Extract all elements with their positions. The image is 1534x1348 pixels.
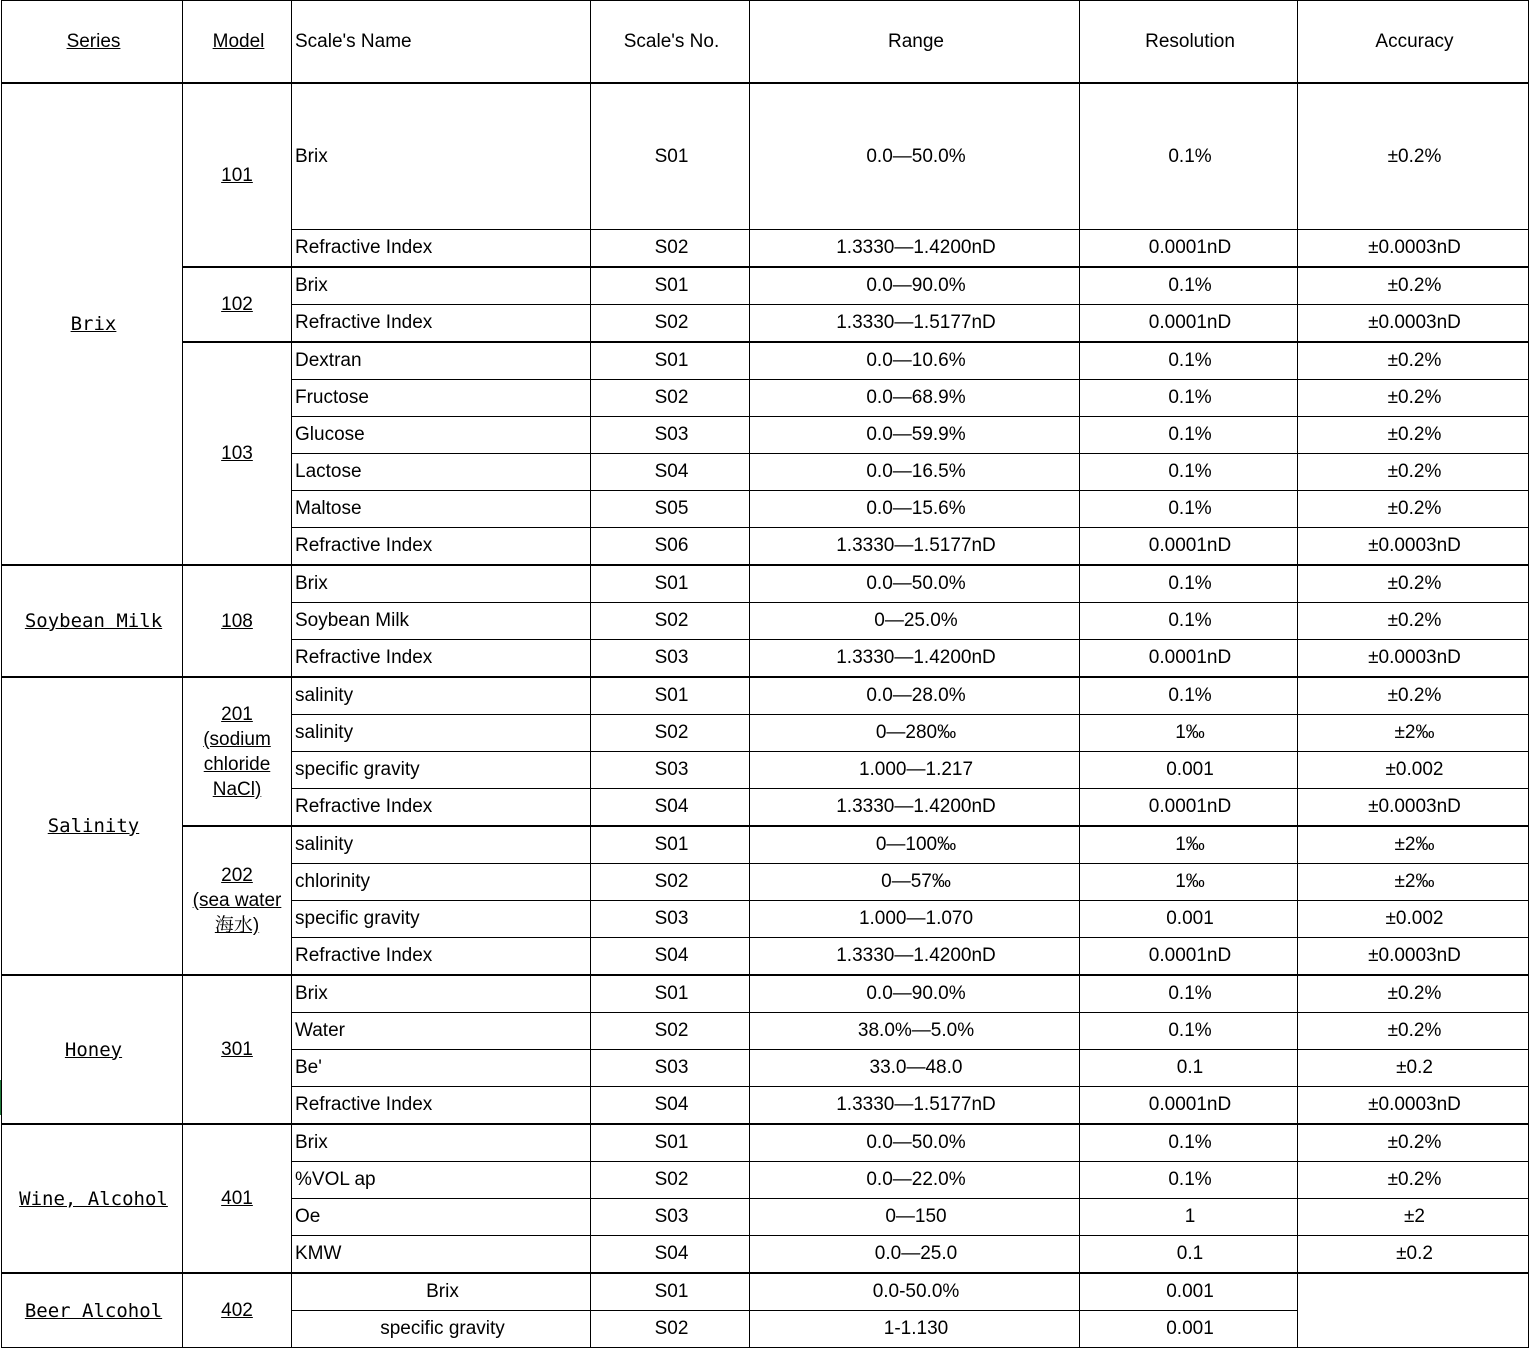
scale-no[interactable]: S01 xyxy=(591,975,750,1013)
model-102[interactable]: 102 xyxy=(183,267,292,342)
range[interactable]: 0.0—50.0% xyxy=(750,1124,1080,1162)
resolution[interactable]: 0.1% xyxy=(1080,491,1298,528)
model-101[interactable]: 101 xyxy=(183,83,292,267)
range[interactable]: 1-1.130 xyxy=(750,1311,1080,1348)
scale-no[interactable]: S02 xyxy=(591,1013,750,1050)
range[interactable]: 0.0—16.5% xyxy=(750,454,1080,491)
resolution[interactable]: 0.0001nD xyxy=(1080,528,1298,566)
resolution[interactable]: 1‰ xyxy=(1080,715,1298,752)
range[interactable]: 1.3330—1.4200nD xyxy=(750,938,1080,976)
scale-no[interactable]: S02 xyxy=(591,715,750,752)
scale-name[interactable]: Soybean Milk xyxy=(292,603,591,640)
scale-no[interactable]: S06 xyxy=(591,528,750,566)
resolution[interactable]: 0.1% xyxy=(1080,454,1298,491)
resolution[interactable]: 0.1% xyxy=(1080,565,1298,603)
range[interactable]: 1.3330—1.4200nD xyxy=(750,230,1080,268)
resolution[interactable]: 0.1% xyxy=(1080,417,1298,454)
scale-no[interactable]: S03 xyxy=(591,1050,750,1087)
model-401[interactable]: 401 xyxy=(183,1124,292,1273)
accuracy[interactable]: ±0.2% xyxy=(1298,491,1529,528)
accuracy[interactable]: ±0.2% xyxy=(1298,1013,1529,1050)
accuracy[interactable]: ±0.2% xyxy=(1298,1124,1529,1162)
accuracy[interactable] xyxy=(1298,1273,1529,1348)
accuracy[interactable]: ±0.2% xyxy=(1298,380,1529,417)
accuracy[interactable]: ±0.0003nD xyxy=(1298,789,1529,827)
range[interactable]: 0—150 xyxy=(750,1199,1080,1236)
resolution[interactable]: 0.0001nD xyxy=(1080,305,1298,343)
accuracy[interactable]: ±0.2% xyxy=(1298,975,1529,1013)
resolution[interactable]: 0.1% xyxy=(1080,1162,1298,1199)
table-row xyxy=(2,83,1529,230)
series-soybean-milk[interactable]: Soybean Milk xyxy=(2,565,183,677)
scale-no[interactable]: S02 xyxy=(591,380,750,417)
accuracy[interactable]: ±0.002 xyxy=(1298,901,1529,938)
resolution[interactable]: 0.1% xyxy=(1080,1124,1298,1162)
scale-name[interactable]: Be' xyxy=(292,1050,591,1087)
range[interactable]: 0—57‰ xyxy=(750,864,1080,901)
resolution[interactable]: 0.1% xyxy=(1080,342,1298,380)
scale-no[interactable]: S02 xyxy=(591,603,750,640)
scale-name[interactable]: specific gravity xyxy=(292,752,591,789)
range[interactable]: 0.0—25.0 xyxy=(750,1236,1080,1274)
range[interactable]: 0.0-50.0% xyxy=(750,1273,1080,1311)
scale-name[interactable]: salinity xyxy=(292,677,591,715)
header-range[interactable]: Range xyxy=(750,1,1080,84)
scale-no[interactable]: S01 xyxy=(591,677,750,715)
range[interactable]: 0.0—28.0% xyxy=(750,677,1080,715)
series-wine-alcohol[interactable]: Wine, Alcohol xyxy=(2,1124,183,1273)
table-row xyxy=(2,342,1529,380)
accuracy[interactable]: ±2 xyxy=(1298,1199,1529,1236)
range[interactable]: 1.000—1.217 xyxy=(750,752,1080,789)
scale-name[interactable]: Refractive Index xyxy=(292,789,591,827)
scale-no[interactable]: S01 xyxy=(591,83,750,230)
range[interactable]: 0—25.0% xyxy=(750,603,1080,640)
header-scale-name[interactable]: Scale's Name xyxy=(292,1,591,84)
scale-name[interactable]: Refractive Index xyxy=(292,305,591,343)
model-108[interactable]: 108 xyxy=(183,565,292,677)
series-brix[interactable]: Brix xyxy=(2,83,183,565)
accuracy[interactable]: ±0.2% xyxy=(1298,565,1529,603)
accuracy[interactable]: ±0.2% xyxy=(1298,342,1529,380)
scale-name[interactable]: Refractive Index xyxy=(292,528,591,566)
resolution[interactable]: 0.1 xyxy=(1080,1050,1298,1087)
resolution[interactable]: 0.001 xyxy=(1080,1273,1298,1311)
series-honey[interactable]: Honey xyxy=(2,975,183,1124)
scale-name[interactable]: Brix xyxy=(292,565,591,603)
table-row xyxy=(2,975,1529,1013)
scale-no[interactable]: S04 xyxy=(591,938,750,976)
accuracy[interactable]: ±0.0003nD xyxy=(1298,230,1529,268)
scale-name[interactable]: Refractive Index xyxy=(292,230,591,268)
range[interactable]: 1.3330—1.5177nD xyxy=(750,1087,1080,1125)
model-201-line: NaCl) xyxy=(212,778,262,800)
accuracy[interactable]: ±0.0003nD xyxy=(1298,938,1529,976)
model-201[interactable] xyxy=(183,677,292,826)
resolution[interactable]: 0.1% xyxy=(1080,677,1298,715)
accuracy[interactable]: ±0.2% xyxy=(1298,454,1529,491)
model-201-line: (sodium xyxy=(203,728,271,750)
header-row xyxy=(2,1,1529,84)
scale-no[interactable]: S02 xyxy=(591,230,750,268)
scale-no[interactable]: S03 xyxy=(591,640,750,678)
scale-name[interactable]: Brix xyxy=(292,975,591,1013)
table-row xyxy=(2,677,1529,715)
scale-name[interactable]: specific gravity xyxy=(292,901,591,938)
series-beer-alcohol[interactable]: Beer Alcohol xyxy=(2,1273,183,1348)
model-202-line: (sea water xyxy=(192,890,282,911)
scale-no[interactable]: S01 xyxy=(591,267,750,305)
resolution[interactable]: 0.001 xyxy=(1080,1311,1298,1348)
range[interactable]: 0.0—22.0% xyxy=(750,1162,1080,1199)
table-row xyxy=(2,267,1529,305)
table-row xyxy=(2,826,1529,864)
table-row xyxy=(2,1273,1529,1311)
scale-no[interactable]: S01 xyxy=(591,565,750,603)
scale-name[interactable]: Brix xyxy=(292,1273,591,1311)
scale-name[interactable]: Refractive Index xyxy=(292,640,591,678)
header-resolution[interactable]: Resolution xyxy=(1080,1,1298,84)
range[interactable]: 0.0—59.9% xyxy=(750,417,1080,454)
scale-no[interactable]: S04 xyxy=(591,1087,750,1125)
range[interactable]: 0.0—50.0% xyxy=(750,565,1080,603)
model-202-line: 202 xyxy=(221,865,253,886)
resolution[interactable]: 0.001 xyxy=(1080,752,1298,789)
scale-no[interactable]: S01 xyxy=(591,342,750,380)
resolution[interactable]: 0.1% xyxy=(1080,975,1298,1013)
accuracy[interactable]: ±0.2% xyxy=(1298,677,1529,715)
series-salinity[interactable]: Salinity xyxy=(2,677,183,975)
scale-no[interactable]: S03 xyxy=(591,901,750,938)
scale-name[interactable]: %VOL ap xyxy=(292,1162,591,1199)
scale-no[interactable]: S02 xyxy=(591,864,750,901)
resolution[interactable]: 0.1% xyxy=(1080,267,1298,305)
scale-name[interactable]: Lactose xyxy=(292,454,591,491)
model-202-line: 海水) xyxy=(214,915,260,936)
resolution[interactable]: 0.1% xyxy=(1080,1013,1298,1050)
scale-no[interactable]: S02 xyxy=(591,1311,750,1348)
model-402[interactable]: 402 xyxy=(183,1273,292,1348)
accuracy[interactable]: ±0.0003nD xyxy=(1298,305,1529,343)
scale-no[interactable]: S02 xyxy=(591,1162,750,1199)
range[interactable]: 0.0—90.0% xyxy=(750,975,1080,1013)
resolution[interactable]: 0.0001nD xyxy=(1080,230,1298,268)
accuracy[interactable]: ±0.2 xyxy=(1298,1050,1529,1087)
accuracy[interactable]: ±0.0003nD xyxy=(1298,528,1529,566)
resolution[interactable]: 0.1% xyxy=(1080,380,1298,417)
accuracy[interactable]: ±2‰ xyxy=(1298,826,1529,864)
spec-table xyxy=(1,0,1529,1348)
range[interactable]: 0.0—90.0% xyxy=(750,267,1080,305)
model-201-line: chloride xyxy=(203,753,271,775)
accuracy[interactable]: ±0.2 xyxy=(1298,1236,1529,1274)
scale-name[interactable]: Dextran xyxy=(292,342,591,380)
table-row xyxy=(2,565,1529,603)
resolution[interactable]: 0.1% xyxy=(1080,83,1298,230)
range[interactable]: 0.0—15.6% xyxy=(750,491,1080,528)
scale-name[interactable]: Oe xyxy=(292,1199,591,1236)
scale-no[interactable]: S02 xyxy=(591,305,750,343)
accuracy[interactable]: ±2‰ xyxy=(1298,864,1529,901)
accuracy[interactable]: ±0.2% xyxy=(1298,1162,1529,1199)
resolution[interactable]: 0.0001nD xyxy=(1080,938,1298,976)
scale-name[interactable]: Maltose xyxy=(292,491,591,528)
scale-no[interactable]: S05 xyxy=(591,491,750,528)
resolution[interactable]: 0.001 xyxy=(1080,901,1298,938)
scale-name[interactable]: Refractive Index xyxy=(292,1087,591,1125)
resolution[interactable]: 0.0001nD xyxy=(1080,789,1298,827)
accuracy[interactable]: ±2‰ xyxy=(1298,715,1529,752)
range[interactable]: 1.3330—1.5177nD xyxy=(750,528,1080,566)
scale-name[interactable]: KMW xyxy=(292,1236,591,1274)
scale-no[interactable]: S01 xyxy=(591,826,750,864)
range[interactable]: 33.0—48.0 xyxy=(750,1050,1080,1087)
scale-name[interactable]: Glucose xyxy=(292,417,591,454)
accuracy[interactable]: ±0.2% xyxy=(1298,417,1529,454)
scale-name[interactable]: Brix xyxy=(292,1124,591,1162)
scale-no[interactable]: S03 xyxy=(591,1199,750,1236)
range[interactable]: 0—280‰ xyxy=(750,715,1080,752)
scale-no[interactable]: S03 xyxy=(591,417,750,454)
accuracy[interactable]: ±0.2% xyxy=(1298,603,1529,640)
scale-name[interactable]: Water xyxy=(292,1013,591,1050)
scale-no[interactable]: S03 xyxy=(591,752,750,789)
accuracy[interactable]: ±0.002 xyxy=(1298,752,1529,789)
range[interactable]: 1.3330—1.4200nD xyxy=(750,789,1080,827)
resolution[interactable]: 0.0001nD xyxy=(1080,1087,1298,1125)
range[interactable]: 38.0%—5.0% xyxy=(750,1013,1080,1050)
range[interactable]: 0.0—50.0% xyxy=(750,83,1080,230)
accuracy[interactable]: ±0.0003nD xyxy=(1298,1087,1529,1125)
range[interactable]: 0.0—68.9% xyxy=(750,380,1080,417)
model-201-line: 201 xyxy=(221,703,253,725)
scale-name[interactable]: specific gravity xyxy=(292,1311,591,1348)
range[interactable]: 1.000—1.070 xyxy=(750,901,1080,938)
scale-name[interactable]: salinity xyxy=(292,715,591,752)
accuracy[interactable]: ±0.2% xyxy=(1298,83,1529,230)
resolution[interactable]: 1‰ xyxy=(1080,864,1298,901)
scale-name[interactable]: Brix xyxy=(292,83,591,230)
scale-name[interactable]: chlorinity xyxy=(292,864,591,901)
scale-name[interactable]: Brix xyxy=(292,267,591,305)
header-accuracy[interactable]: Accuracy xyxy=(1298,1,1529,84)
accuracy[interactable]: ±0.2% xyxy=(1298,267,1529,305)
header-scale-no[interactable]: Scale's No. xyxy=(591,1,750,84)
table-row xyxy=(2,1124,1529,1162)
scale-no[interactable]: S01 xyxy=(591,1124,750,1162)
resolution[interactable]: 0.1% xyxy=(1080,603,1298,640)
scale-no[interactable]: S04 xyxy=(591,454,750,491)
resolution[interactable]: 1‰ xyxy=(1080,826,1298,864)
scale-name[interactable]: salinity xyxy=(292,826,591,864)
scale-no[interactable]: S04 xyxy=(591,1236,750,1274)
scale-name[interactable]: Fructose xyxy=(292,380,591,417)
scale-name[interactable]: Refractive Index xyxy=(292,938,591,976)
resolution[interactable]: 0.1 xyxy=(1080,1236,1298,1274)
range[interactable]: 1.3330—1.5177nD xyxy=(750,305,1080,343)
scale-no[interactable]: S01 xyxy=(591,1273,750,1311)
header-series[interactable]: Series xyxy=(2,1,183,84)
model-202[interactable] xyxy=(183,826,292,975)
accuracy[interactable]: ±0.0003nD xyxy=(1298,640,1529,678)
model-103[interactable]: 103 xyxy=(183,342,292,565)
header-model[interactable]: Model xyxy=(183,1,292,84)
range[interactable]: 1.3330—1.4200nD xyxy=(750,640,1080,678)
scale-no[interactable]: S04 xyxy=(591,789,750,827)
model-301[interactable]: 301 xyxy=(183,975,292,1124)
resolution[interactable]: 1 xyxy=(1080,1199,1298,1236)
resolution[interactable]: 0.0001nD xyxy=(1080,640,1298,678)
range[interactable]: 0—100‰ xyxy=(750,826,1080,864)
range[interactable]: 0.0—10.6% xyxy=(750,342,1080,380)
